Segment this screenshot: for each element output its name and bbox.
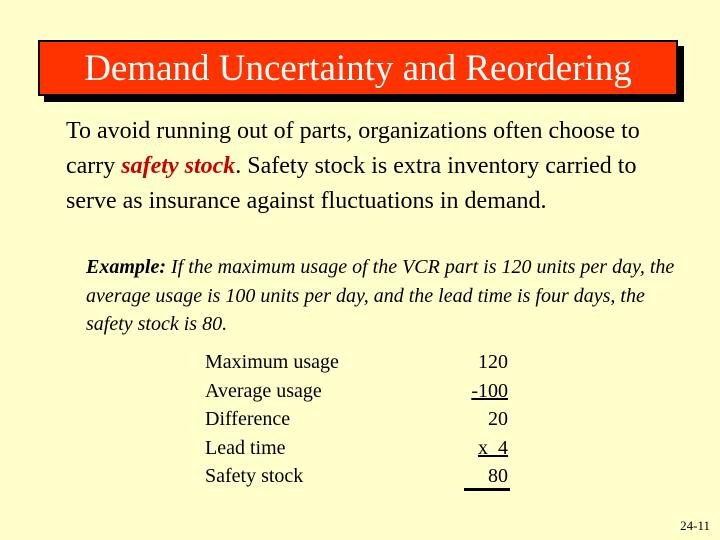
slide-title: Demand Uncertainty and Reordering bbox=[84, 47, 632, 89]
example-label: Example: bbox=[86, 256, 166, 278]
intro-text-after: . Safety stock is extra inventory carried to serve as insurance against fluctuations in demand. bbox=[66, 153, 637, 214]
calc-label-average-usage: Average usage bbox=[205, 379, 322, 402]
example-text: If the maximum usage of the VCR part is 120 units per day, the average usage is 100 units per day, and the lead time is four days, the safety stock is 80. bbox=[86, 256, 675, 335]
title-banner bbox=[38, 40, 678, 96]
calc-label-safety-stock: Safety stock bbox=[205, 465, 304, 488]
calc-label-lead-time: Lead time bbox=[205, 436, 286, 459]
calc-value-difference: 20 bbox=[488, 408, 508, 431]
calculation-labels bbox=[205, 348, 339, 491]
calc-value-maximum-usage: 120 bbox=[478, 351, 508, 373]
total-underline bbox=[464, 488, 510, 491]
calc-value-average-usage: -100 bbox=[471, 379, 508, 402]
calc-value-safety-stock: 80 bbox=[488, 465, 508, 488]
safety-stock-term: safety stock bbox=[121, 153, 236, 179]
intro-text-before: To avoid running out of parts, organizations often choose to carry bbox=[66, 118, 640, 179]
slide-number: 24-11 bbox=[680, 518, 710, 533]
example-paragraph bbox=[86, 253, 686, 339]
calc-label-difference: Difference bbox=[205, 408, 291, 431]
intro-paragraph bbox=[66, 114, 666, 219]
calc-label-maximum-usage: Maximum usage bbox=[205, 351, 339, 373]
calc-value-lead-time: x 4 bbox=[478, 436, 508, 459]
calculation-values bbox=[450, 348, 508, 491]
